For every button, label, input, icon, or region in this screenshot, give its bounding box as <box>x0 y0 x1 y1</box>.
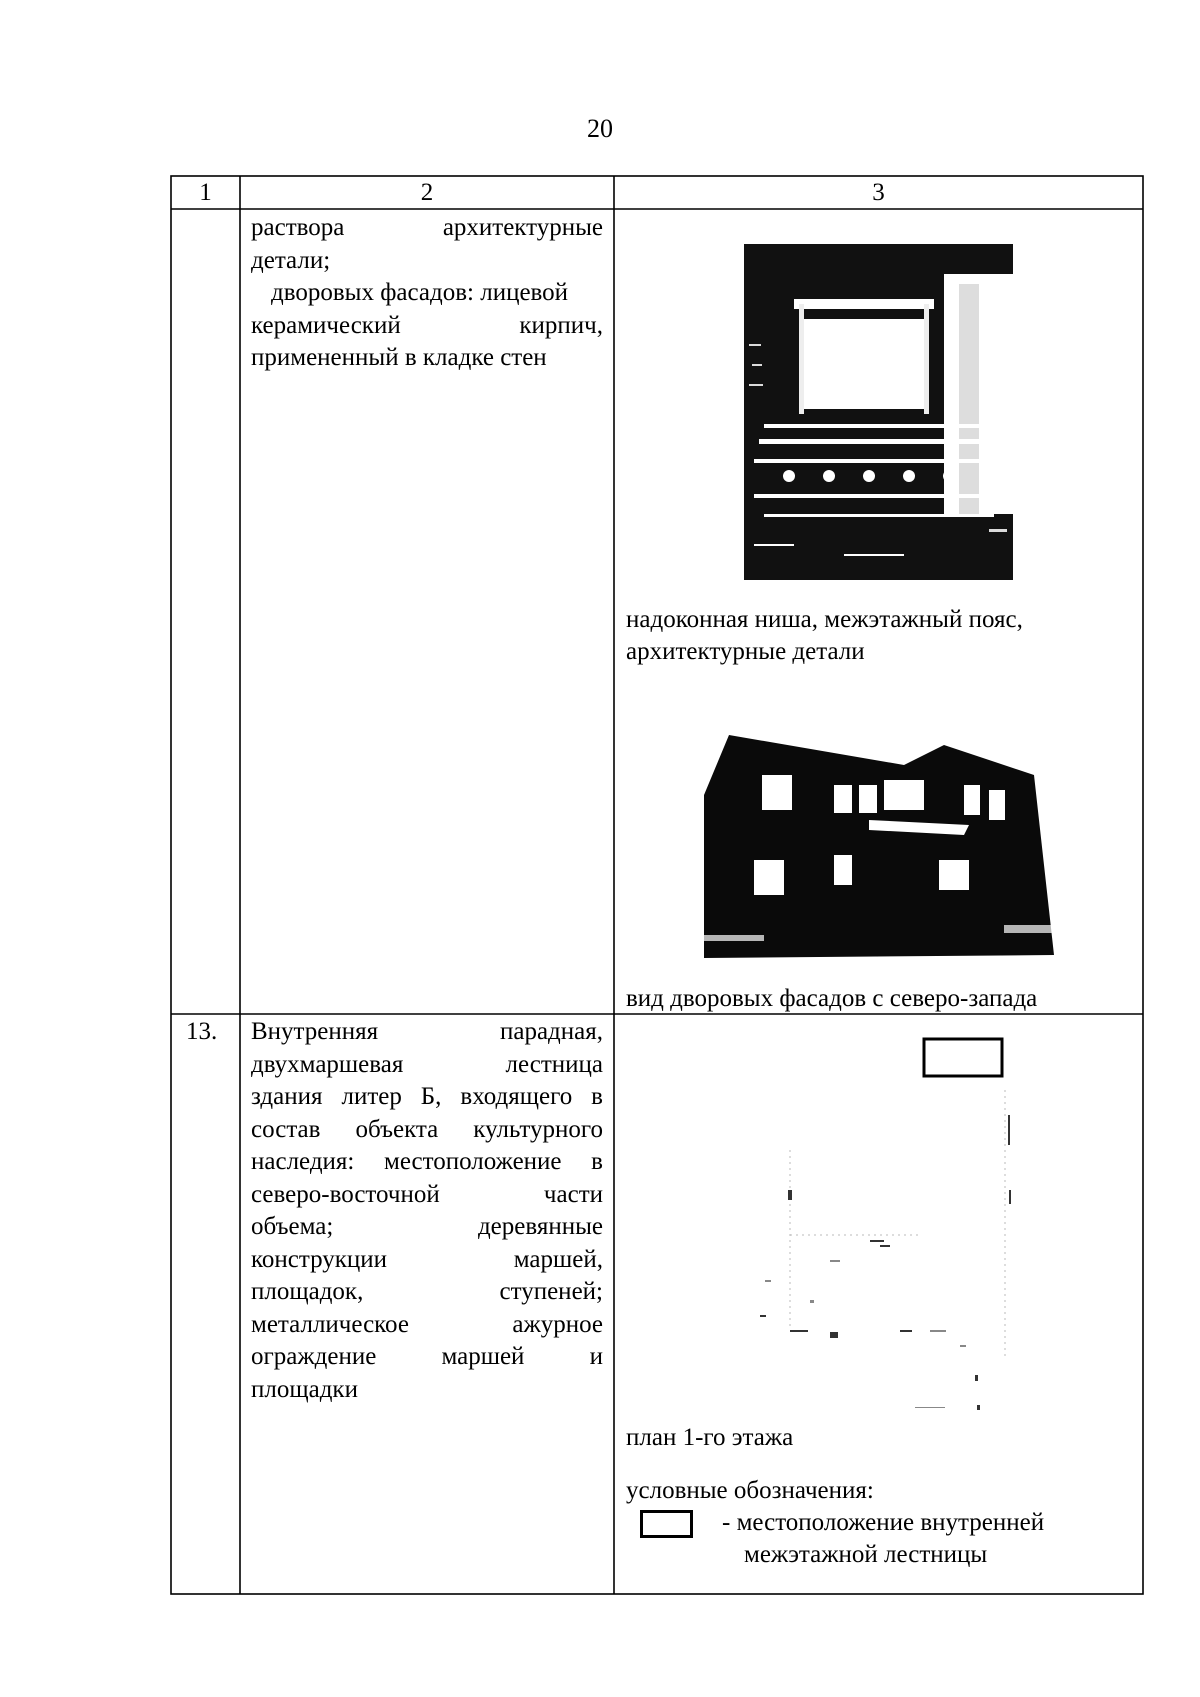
row1-desc-line5: примененный в кладке стен <box>251 344 547 371</box>
row13-desc-line: площадки <box>251 1375 358 1403</box>
row1-desc-line2: детали; <box>251 246 331 274</box>
row13-description <box>251 1016 603 1406</box>
row1-desc-line4-left: керамический <box>251 311 401 339</box>
row13-desc-line: металлическое ажурное <box>251 1310 603 1338</box>
caption-courtyard-facades: вид дворовых фасадов с северо-запада <box>626 985 1038 1012</box>
row1-desc-line4-right: кирпич, <box>519 311 603 339</box>
header-col-1: 1 <box>199 179 212 206</box>
row13-desc-line: здания литер Б, входящего в <box>251 1083 603 1110</box>
row13-desc-line: ограждение маршей и <box>251 1343 603 1370</box>
caption-window-niche: надоконная ниша, межэтажный пояс, архитектурные детали <box>626 606 1023 665</box>
legend-title: условные обозначения: <box>626 1477 874 1504</box>
row1-description <box>251 212 603 375</box>
row1-desc-line1-left: раствора <box>251 214 345 241</box>
row13-desc-line: Внутренняя парадная, <box>251 1018 603 1045</box>
row1-desc-line1-right: архитектурные <box>442 214 603 241</box>
row13-desc-line: наследия: местоположение в <box>251 1148 603 1175</box>
page-number: 20 <box>587 114 613 143</box>
row1-desc-line3: дворовых фасадов: лицевой <box>271 279 569 306</box>
photo-courtyard-facades <box>704 735 1054 958</box>
legend-line-2: межэтажной лестницы <box>744 1541 988 1568</box>
header-col-2: 2 <box>420 179 434 206</box>
legend-stair-box <box>640 1510 693 1538</box>
legend-line-1: - местоположение внутренней <box>722 1509 1045 1536</box>
row13-desc-line: объема; деревянные <box>251 1213 603 1240</box>
row13-desc-line: северо-восточной части <box>251 1180 603 1208</box>
row13-desc-line: конструкции маршей, <box>251 1245 603 1273</box>
row13-desc-line: площадок, ступеней; <box>251 1278 603 1305</box>
photo-window-niche <box>744 244 1013 580</box>
row13-desc-line: двухмаршевая лестница <box>251 1050 603 1078</box>
row13-number: 13. <box>186 1018 218 1045</box>
floor-plan-image <box>720 1030 1020 1420</box>
row13-desc-line: состав объекта культурного <box>251 1115 603 1143</box>
header-col-3: 3 <box>872 179 885 206</box>
caption-floor-plan: план 1-го этажа <box>626 1424 794 1451</box>
